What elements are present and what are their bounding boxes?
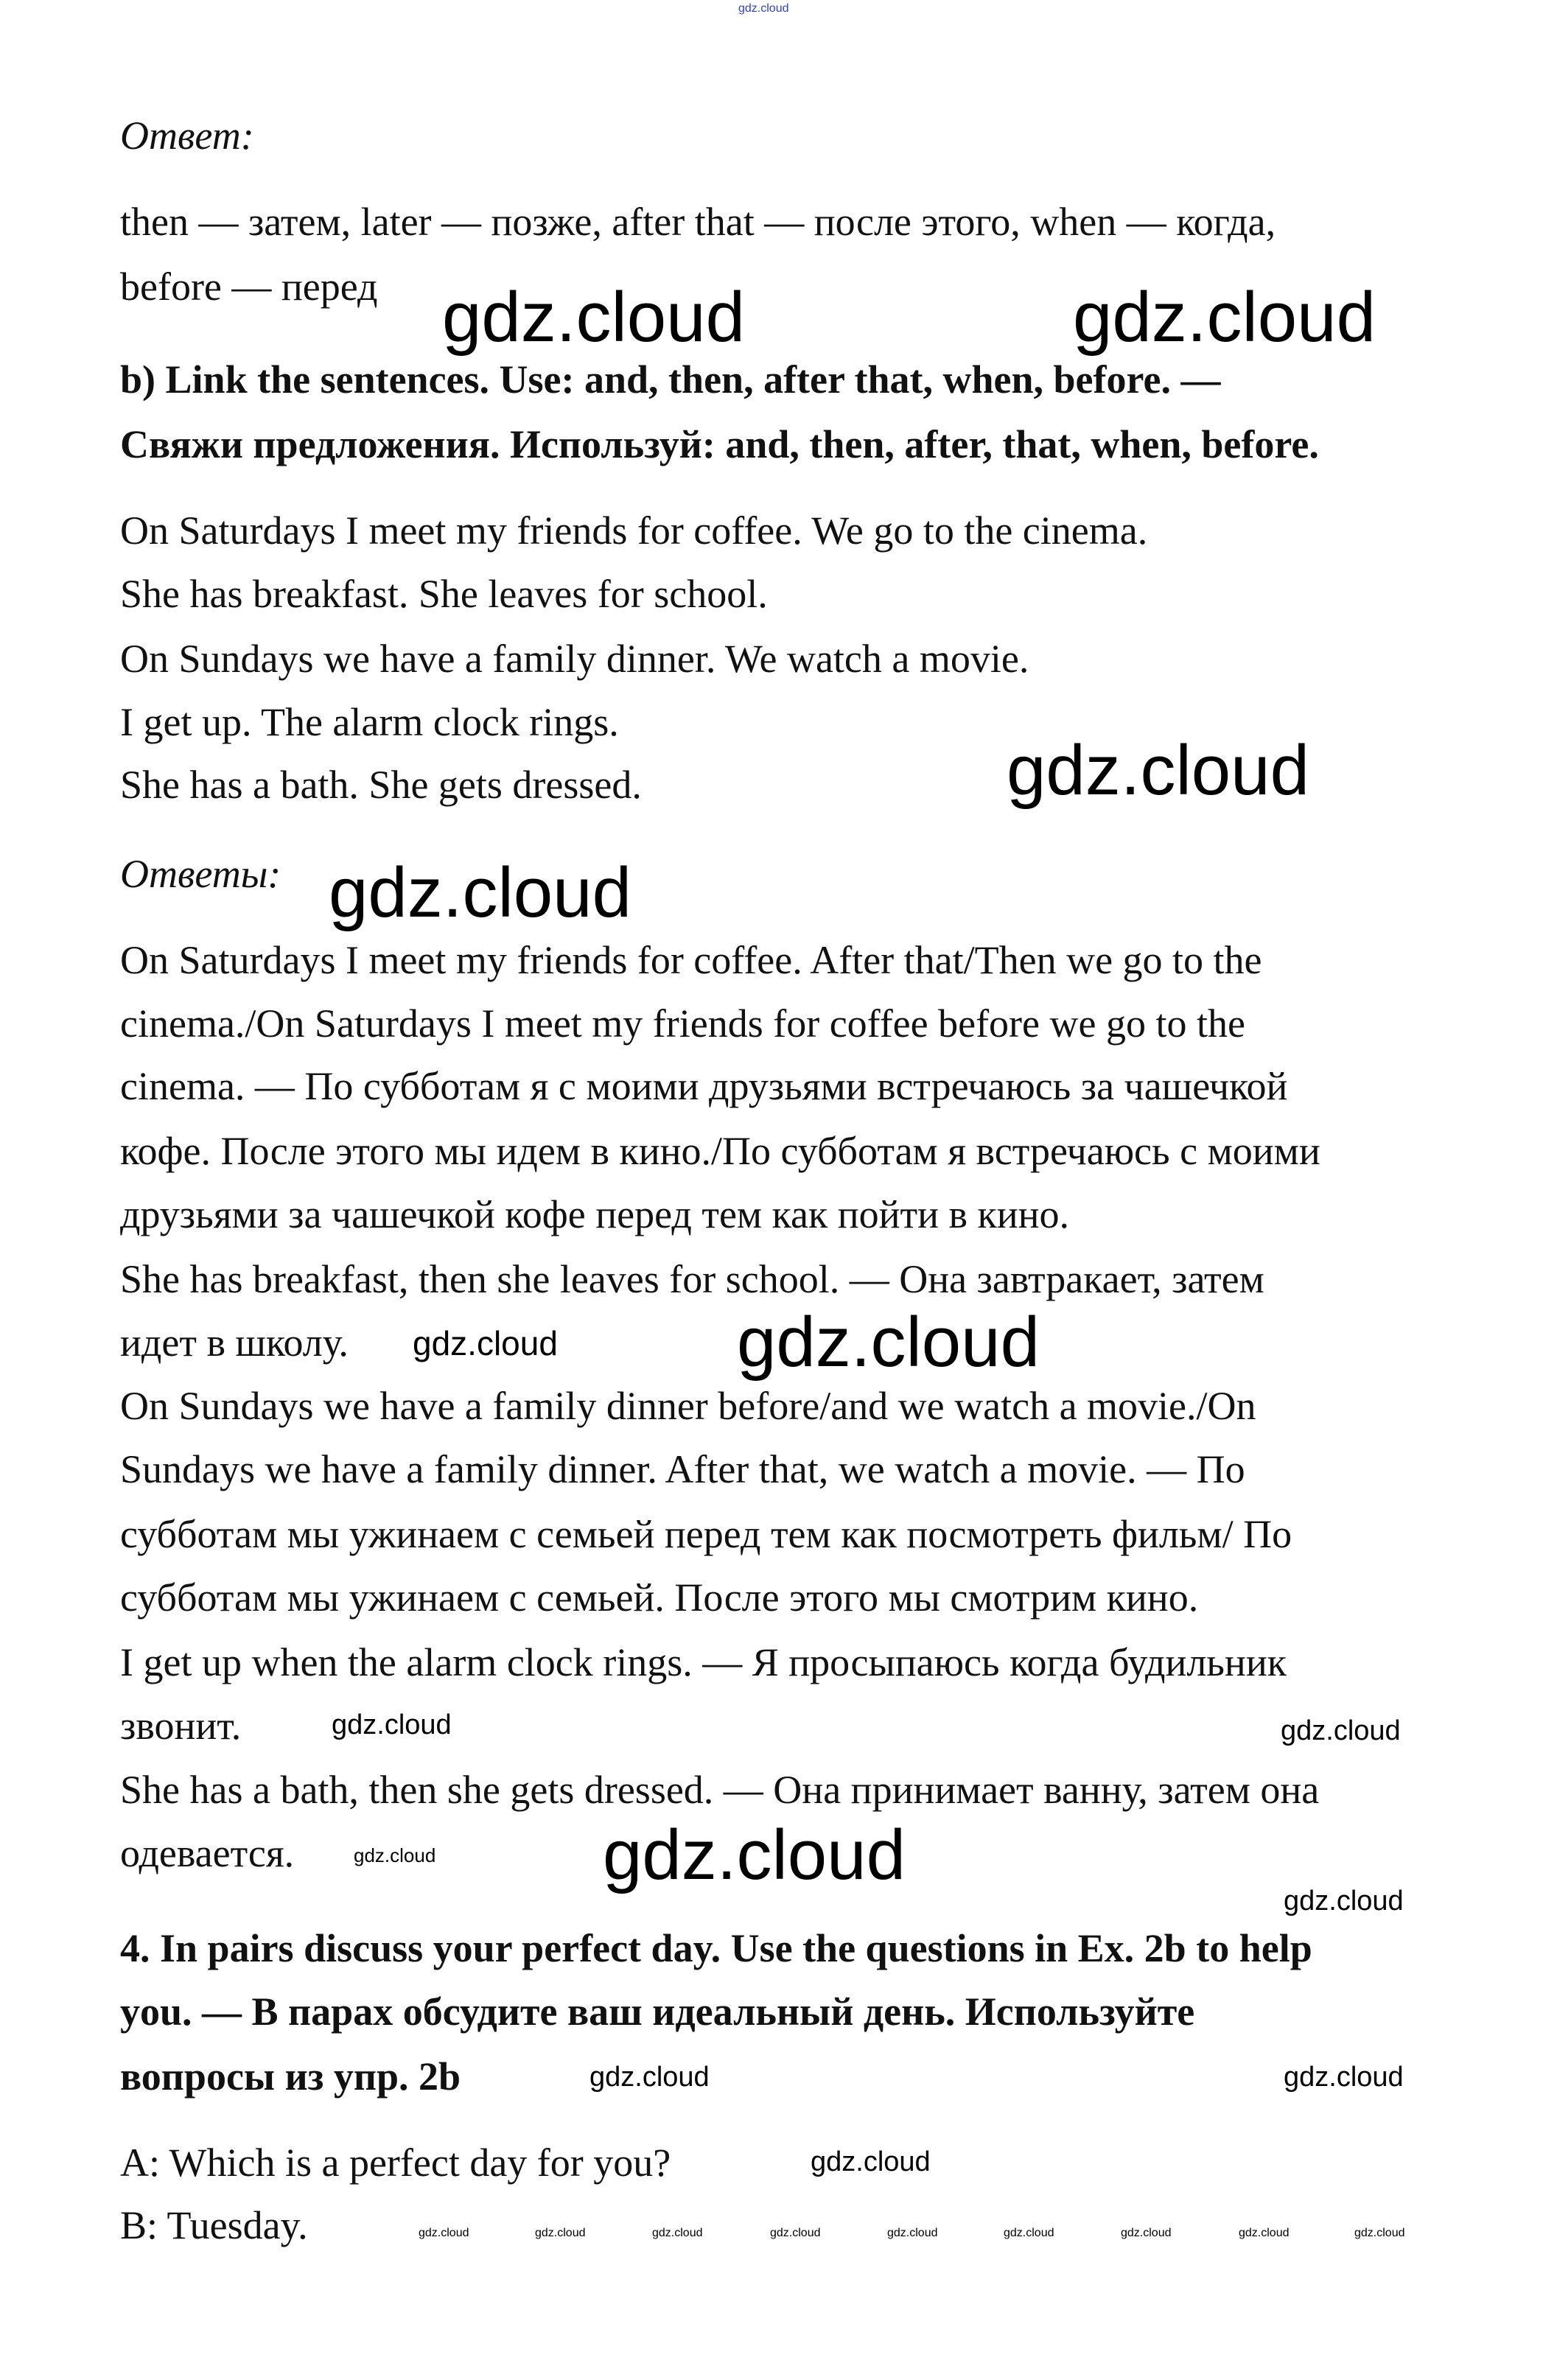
answer-text: I get up when the alarm clock rings. — Я просыпаюсь когда будильник bbox=[120, 1640, 1287, 1684]
answer-text: идет в школу. bbox=[120, 1320, 349, 1365]
watermark: gdz.cloud bbox=[1354, 2227, 1405, 2239]
watermark: gdz.cloud bbox=[811, 2146, 931, 2177]
watermark: gdz.cloud bbox=[332, 1709, 452, 1740]
answer-text: кофе. После этого мы идем в кино./По субботам я встречаюсь с моими bbox=[120, 1129, 1320, 1173]
watermark: gdz.cloud bbox=[1281, 1715, 1401, 1746]
watermark: gdz.cloud bbox=[652, 2227, 703, 2239]
answer-text: одевается. bbox=[120, 1831, 295, 1875]
answer-text: cinema./On Saturdays I meet my friends for coffee before we go to the bbox=[120, 1001, 1245, 1046]
answer-text: друзьями за чашечкой кофе перед тем как пойти в кино. bbox=[120, 1192, 1070, 1236]
sentence: She has breakfast. She leaves for school. bbox=[120, 572, 768, 616]
watermark: gdz.cloud bbox=[1073, 278, 1376, 357]
task-b-heading: Свяжи предложения. Используй: and, then, after, that, when, before. bbox=[120, 422, 1319, 466]
sentence: I get up. The alarm clock rings. bbox=[120, 700, 619, 744]
task-4-heading: вопросы из упр. 2b bbox=[120, 2054, 461, 2099]
answer-text: cinema. — По субботам я с моими друзьями встречаюсь за чашечкой bbox=[120, 1064, 1288, 1108]
watermark: gdz.cloud bbox=[413, 1324, 558, 1362]
answer-text: субботам мы ужинаем с семьей. После этого мы смотрим кино. bbox=[120, 1575, 1199, 1620]
answer-text: Sundays we have a family dinner. After that, we watch a movie. — По bbox=[120, 1447, 1245, 1491]
watermark: gdz.cloud bbox=[770, 2227, 821, 2239]
watermark: gdz.cloud bbox=[1121, 2227, 1172, 2239]
dialogue-line: A: Which is a perfect day for you? bbox=[120, 2141, 671, 2185]
task-4-heading: 4. In pairs discuss your perfect day. Use the questions in Ex. 2b to help bbox=[120, 1926, 1312, 1970]
watermark: gdz.cloud bbox=[329, 853, 631, 932]
watermark: gdz.cloud bbox=[1007, 731, 1309, 810]
watermark: gdz.cloud bbox=[589, 2062, 710, 2093]
watermark: gdz.cloud bbox=[887, 2227, 938, 2239]
answer-text: On Sundays we have a family dinner before/and we watch a movie./On bbox=[120, 1384, 1256, 1428]
answers-label: Ответы: bbox=[120, 852, 281, 896]
watermark: gdz.cloud bbox=[535, 2227, 586, 2239]
answer-text: On Saturdays I meet my friends for coffee. After that/Then we go to the bbox=[120, 938, 1262, 982]
dialogue-line: B: Tuesday. bbox=[120, 2203, 308, 2247]
answer-line: then — затем, later — позже, after that — после этого, when — когда, bbox=[120, 200, 1276, 244]
sentence: On Sundays we have a family dinner. We watch a movie. bbox=[120, 637, 1029, 681]
watermark: gdz.cloud bbox=[1284, 1886, 1404, 1917]
answer-text: She has a bath, then she gets dressed. — Она принимает ванну, затем она bbox=[120, 1768, 1320, 1812]
answer-line: before — перед bbox=[120, 265, 378, 309]
answer-text: субботам мы ужинаем с семьей перед тем как посмотреть фильм/ По bbox=[120, 1512, 1292, 1556]
task-b-heading: b) Link the sentences. Use: and, then, after that, when, before. — bbox=[120, 357, 1221, 402]
watermark: gdz.cloud bbox=[1239, 2227, 1290, 2239]
answer-label: Ответ: bbox=[120, 113, 254, 158]
answer-text: She has breakfast, then she leaves for school. — Она завтракает, затем bbox=[120, 1257, 1264, 1301]
task-4-heading: you. — В парах обсудите ваш идеальный день. Используйте bbox=[120, 1989, 1195, 2034]
watermark: gdz.cloud bbox=[1004, 2227, 1054, 2239]
watermark: gdz.cloud bbox=[1284, 2062, 1404, 2093]
answer-text: звонит. bbox=[120, 1704, 242, 1748]
watermark: gdz.cloud bbox=[603, 1816, 906, 1894]
watermark: gdz.cloud bbox=[442, 278, 745, 357]
watermark: gdz.cloud bbox=[419, 2227, 469, 2239]
watermark: gdz.cloud bbox=[737, 1303, 1040, 1382]
watermark: gdz.cloud bbox=[354, 1844, 436, 1866]
sentence: On Saturdays I meet my friends for coffee. We go to the cinema. bbox=[120, 508, 1148, 553]
sentence: She has a bath. She gets dressed. bbox=[120, 763, 642, 807]
header-watermark: gdz.cloud bbox=[738, 2, 789, 15]
